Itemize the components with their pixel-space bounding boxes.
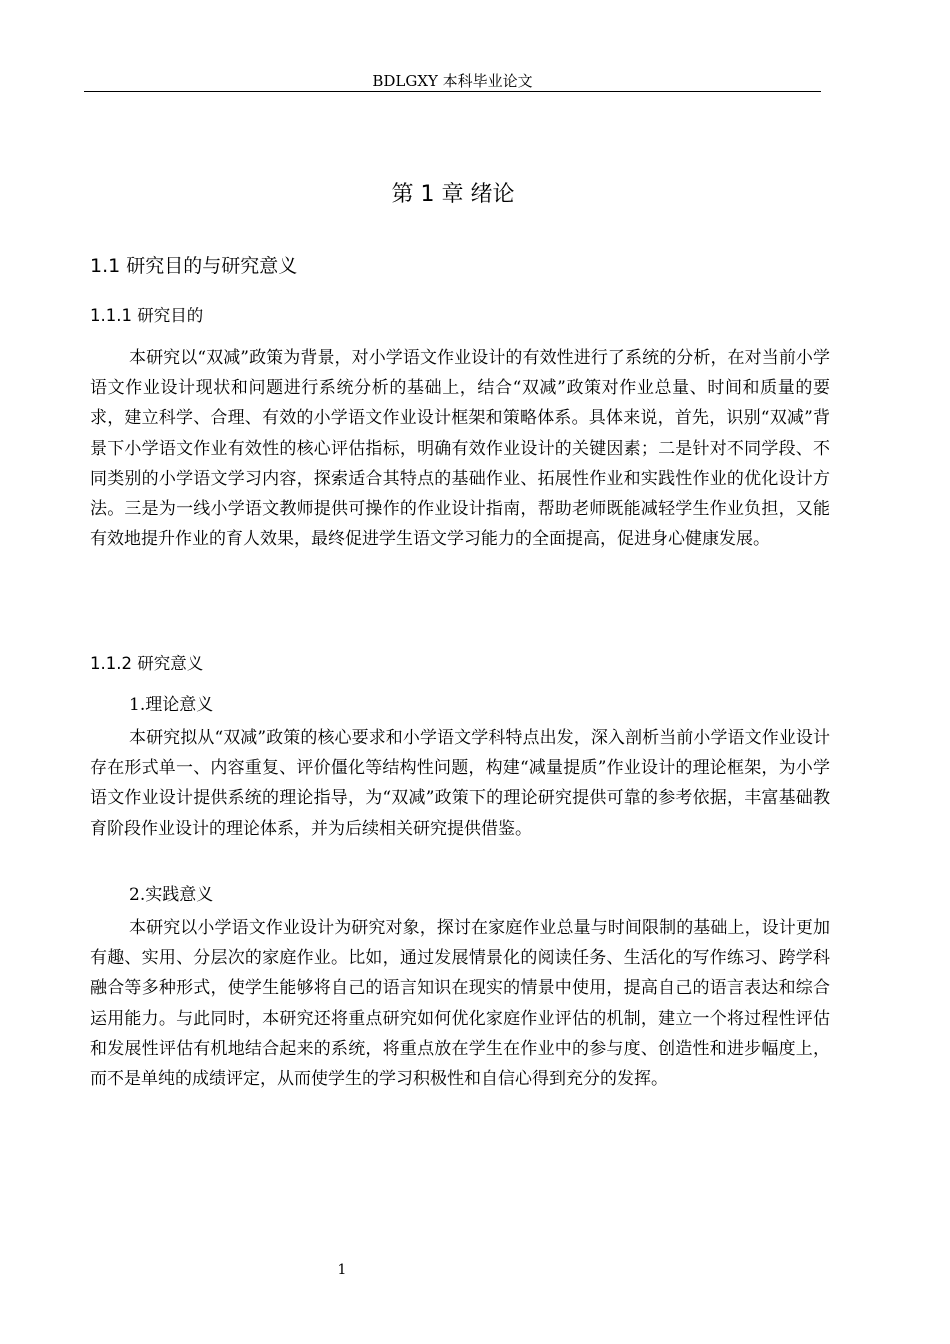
header-rule xyxy=(84,91,821,92)
section-heading: 1.1 研究目的与研究意义 xyxy=(90,255,298,277)
theory-significance-label: 1.理论意义 xyxy=(129,695,214,715)
running-header: BDLGXY 本科毕业论文 xyxy=(372,72,533,90)
theory-significance-paragraph: 本研究拟从“双减”政策的核心要求和小学语文学科特点出发，深入剖析当前小学语文作业设计存在形式单一、内容重复、评价僵化等结构性问题，构建“减量提质”作业设计的理论框架，为小学语文作业设计提供系统的理论指导，为“双减”政策下的理论研究提供可靠的参考依据，丰富基础教育阶段作业设计的理论体系，并为后续相关研究提供借鉴。 xyxy=(90,728,830,839)
purpose-paragraph: 本研究以“双减”政策为背景，对小学语文作业设计的有效性进行了系统的分析，在对当前小学语文作业设计现状和问题进行系统分析的基础上，结合“双减”政策对作业总量、时间和质量的要求，建立科学、合理、有效的小学语文作业设计框架和策略体系。具体来说，首先，识别“双减”背景下小学语文作业有效性的核心评估指标，明确有效作业设计的关键因素；二是针对不同学段、不同类别的小学语文学习内容，探索适合其特点的基础作业、拓展性作业和实践性作业的优化设计方法。三是为一线小学语文教师提供可操作的作业设计指南，帮助老师既能减轻学生作业负担，又能有效地提升作业的育人效果，最终促进学生语文学习能力的全面提高，促进身心健康发展。 xyxy=(90,348,830,550)
subsection-heading-purpose: 1.1.1 研究目的 xyxy=(90,306,204,325)
page-number: 1 xyxy=(337,1262,347,1278)
practice-significance-label: 2.实践意义 xyxy=(129,885,214,905)
chapter-title: 第 1 章 绪论 xyxy=(391,182,515,207)
practice-significance-paragraph: 本研究以小学语文作业设计为研究对象，探讨在家庭作业总量与时间限制的基础上，设计更加有趣、实用、分层次的家庭作业。比如，通过发展情景化的阅读任务、生活化的写作练习、跨学科融合等多种形式，使学生能够将自己的语言知识在现实的情景中使用，提高自己的语言表达和综合运用能力。与此同时，本研究还将重点研究如何优化家庭作业评估的机制，建立一个将过程性评估和发展性评估有机地结合起来的系统，将重点放在学生在作业中的参与度、创造性和进步幅度上，而不是单纯的成绩评定，从而使学生的学习积极性和自信心得到充分的发挥。 xyxy=(90,918,830,1090)
subsection-heading-significance: 1.1.2 研究意义 xyxy=(90,654,204,673)
